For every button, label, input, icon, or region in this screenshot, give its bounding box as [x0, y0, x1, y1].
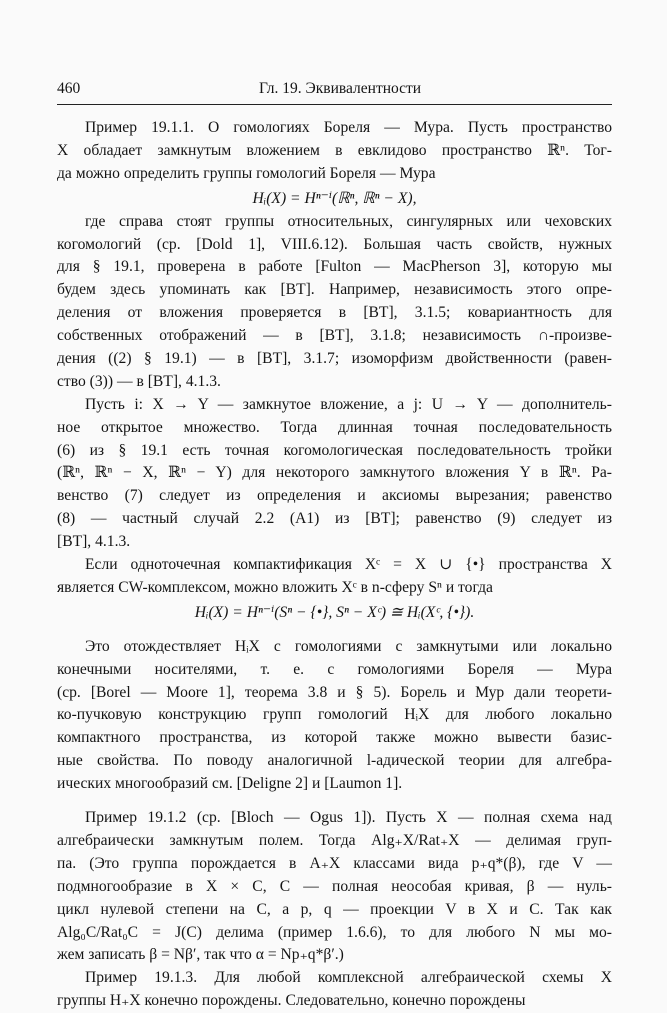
text-line: конечными носителями, т. е. с гомологиями Бореля — Мура	[57, 660, 612, 678]
paragraph	[57, 211, 612, 394]
text-line: [BT], 4.1.3.	[57, 533, 131, 551]
text-line: для § 19.1, проверена в работе [Fulton — MacPherson 3], которую мы	[57, 258, 612, 276]
text-line: X обладает замкнутым вложением в евклидово пространство ℝⁿ. Тог-	[57, 141, 612, 159]
formula-line: Hᵢ(X) = Hⁿ⁻ⁱ(ℝⁿ, ℝⁿ − X),	[252, 189, 417, 207]
text-line: (8) — частный случай 2.2 (A1) из [BT]; равенство (9) следует из	[57, 510, 612, 528]
text-line: ко-пучковую конструкцию групп гомологий HᵢX для любого локально	[57, 706, 612, 724]
text-line: Пусть i: X → Y — замкнутое вложение, а j: U → Y — дополнитель-	[85, 395, 612, 413]
text-line: па. (Это группа порождается в A₊X классами вида p₊q*(β), где V —	[57, 854, 612, 872]
text-line: венство (7) следует из определения и аксиомы вырезания; равенство	[57, 487, 612, 505]
text-line: (6) из § 19.1 есть точная когомологическая последовательность тройки	[57, 441, 612, 459]
paragraph	[57, 636, 612, 796]
text-line: ные свойства. По поводу аналогичной l-адической теории для алгебра-	[57, 752, 612, 770]
text-line: дения ((2) § 19.1) — в [BT], 3.1.7; изоморфизм двойственности (равен-	[57, 350, 612, 368]
paragraph	[57, 554, 612, 600]
text-line: когомологий (ср. [Dold 1], VIII.6.12). Большая часть свойств, нужных	[57, 235, 612, 253]
paragraph	[57, 394, 612, 554]
text-line: собственных отображений — в [BT], 3.1.8; независимость ∩-произве-	[57, 327, 612, 345]
text-line: Это отождествляет HᵢX с гомологиями с замкнутыми или локально	[85, 637, 612, 655]
text-line: (ср. [Borel — Moore 1], теорема 3.8 и § 5). Борель и Мур дали теорети-	[57, 683, 612, 701]
text-line: Пример 19.1.1. О гомологиях Бореля — Мура. Пусть пространство	[85, 119, 612, 136]
text-line: жем записать β = Nβ′, так что α = Np₊q*β′.)	[57, 946, 344, 964]
display-formula	[57, 186, 612, 211]
text-line: (ℝⁿ, ℝⁿ − X, ℝⁿ − Y) для некоторого замкнутого вложения Y в ℝⁿ. Ра-	[57, 464, 612, 482]
text-line: деления от вложения проверяется в [BT], 3.1.5; ковариантность для	[57, 304, 612, 322]
display-formula	[57, 600, 612, 625]
paragraph	[57, 117, 612, 186]
paragraph-gap	[57, 796, 612, 807]
text-line: Alg₀C/Rat₀C = J(C) делима (пример 1.6.6), то для любого N мы мо-	[57, 923, 612, 941]
header-rule	[57, 104, 612, 105]
text-line: будем здесь упоминать как [BT]. Например, независимость этого опре-	[57, 281, 612, 299]
chapter-title: Гл. 19. Эквивалентности	[259, 80, 422, 97]
text-line: да можно определить группы гомологий Бореля — Мура	[57, 164, 436, 182]
text-line: Пример 19.1.2 (ср. [Bloch — Ogus 1]). Пусть X — полная схема над	[85, 809, 612, 827]
text-line: Пример 19.1.3. Для любой комплексной алгебраической схемы X	[85, 969, 612, 987]
text-line: где справа стоят группы относительных, сингулярных или чеховских	[85, 212, 612, 230]
text-line: группы H₊X конечно порождены. Следовательно, конечно порождены	[57, 992, 526, 1010]
text-line: ное открытое множество. Тогда длинная точная последовательность	[57, 418, 612, 436]
text-line: алгебраически замкнутым полем. Тогда Alg₊X/Rat₊X — делимая груп-	[57, 831, 612, 849]
page-number: 460	[57, 80, 81, 97]
text-line: подмногообразие в X × C, C — полная неособая кривая, β — нуль-	[57, 877, 612, 895]
text-line: компактного пространства, из которой также можно вывести базис-	[57, 729, 612, 747]
text-line: ство (3)) — в [BT], 4.1.3.	[57, 372, 221, 390]
text-line: цикл нулевой степени на C, а p, q — проекции V в X и C. Так как	[57, 900, 612, 918]
paragraph-gap	[57, 625, 612, 636]
paragraph	[57, 967, 612, 1013]
body-text	[57, 117, 612, 1013]
formula-line: Hᵢ(X) = Hⁿ⁻ⁱ(Sⁿ − {•}, Sⁿ − Xᶜ) ≅ Hᵢ(Xᶜ, {•}).	[194, 603, 475, 621]
paragraph	[57, 807, 612, 967]
text-line: является CW-комплексом, можно вложить Xᶜ в n-сферу Sⁿ и тогда	[57, 578, 493, 596]
text-line: Если одноточечная компактификация Xᶜ = X ∪ {•} пространства X	[85, 556, 612, 574]
running-header	[57, 80, 612, 104]
text-line: ических многообразий см. [Deligne 2] и [Laumon 1].	[57, 775, 403, 793]
